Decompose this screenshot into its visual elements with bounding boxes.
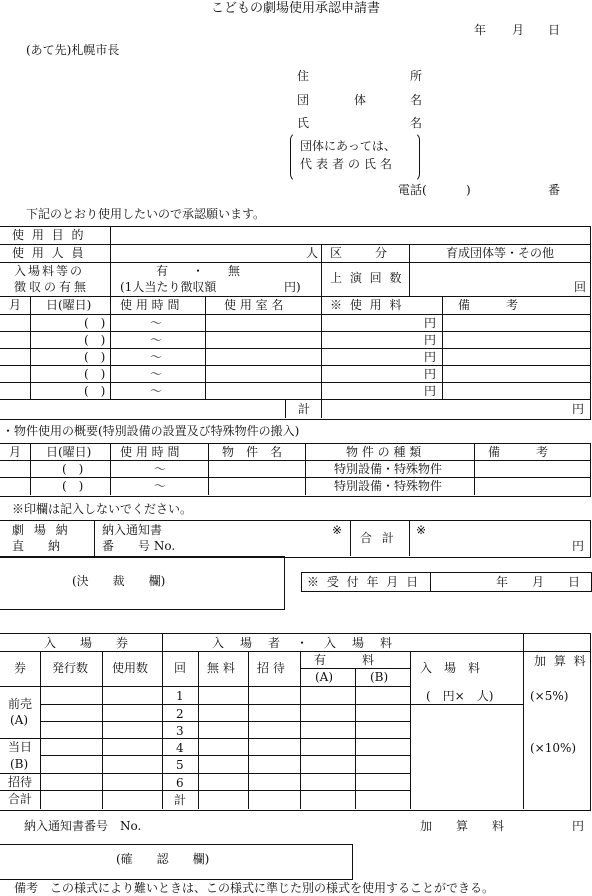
round-number: 5 (176, 758, 184, 772)
addressee: (あて先)札幌市長 (26, 43, 120, 57)
date-year: 年 (474, 23, 487, 37)
date-day: 日 (548, 23, 561, 37)
payment-yen: 円 (572, 539, 585, 553)
col-month: 月 (9, 298, 22, 312)
group-label-2: 体 (354, 93, 367, 107)
items-col-kind: 物 件 の 種 類 (346, 445, 422, 459)
tickets-header: 入 場 券 (44, 636, 129, 650)
usage-total-yen: 円 (572, 402, 585, 416)
address-label-2: 所 (410, 69, 423, 83)
col-free: 無 料 (207, 661, 235, 675)
direct-pay: 直 納 (12, 539, 61, 553)
items-row-kind: 特別設備・特殊物件 (334, 479, 443, 493)
fee-yen: 円) (284, 280, 301, 294)
col-paid: 有 料 (314, 653, 375, 667)
ticket-table (0, 633, 591, 811)
fee-per-person: (1人当たり徴収額 (120, 280, 217, 294)
form-title: こどもの劇場使用承認申請書 (211, 1, 381, 16)
row-tilde: 〜 (150, 384, 163, 398)
col-ticket: 券 (14, 661, 27, 675)
category-value: 育成団体等・その他 (446, 246, 555, 260)
row-paren: ( ) (84, 384, 106, 398)
row-yen: 円 (424, 316, 437, 330)
surcharge-label: 加 算 料 (420, 819, 505, 833)
performances-unit: 回 (574, 280, 587, 294)
row-yen: 円 (424, 333, 437, 347)
items-row-paren: ( ) (62, 462, 84, 476)
representative-note-1: 団体にあっては、 (300, 139, 396, 153)
row-invite: 招待 (8, 775, 33, 789)
rate-10-percent: (×10%) (530, 741, 577, 755)
receipt-date: 年 月 日 (496, 575, 581, 589)
purpose-label: 使 用 目 的 (12, 228, 86, 242)
items-col-time: 使 用 時 間 (120, 445, 180, 459)
row-tilde: 〜 (150, 316, 163, 330)
row-yen: 円 (424, 384, 437, 398)
col-admission-fee: 入 場 料 (420, 661, 481, 675)
round-number: 6 (176, 776, 184, 790)
performances-label: 上 演 回 数 (330, 271, 404, 285)
name-label-1: 氏 (297, 116, 310, 130)
fee-label-1: 入場料等の (14, 264, 85, 278)
notice-number-label: 納入通知書番号 No. (24, 819, 142, 833)
usage-total-label: 計 (298, 402, 311, 416)
row-sum: 合計 (8, 792, 33, 806)
person-unit: 人 (306, 246, 319, 260)
col-invite: 招 待 (257, 661, 285, 675)
fee-options: 有 ・ 無 (156, 264, 241, 278)
stamp-note: ※印欄は記入しないでください。 (12, 502, 193, 516)
col-time: 使 用 時 間 (120, 298, 180, 312)
receipt-label: ※ 受 付 年 月 日 (307, 575, 421, 589)
row-tilde: 〜 (150, 367, 163, 381)
col-fee: ※ 使 用 料 (330, 298, 404, 312)
surcharge-header: 加 算 料 (534, 654, 588, 668)
items-col-day: 日(曜日) (46, 445, 92, 459)
intro-text: 下記のとおり使用したいので承認願います。 (26, 207, 266, 221)
phone-close: ) (466, 183, 471, 197)
entrants-header: 入 場 者 ・ 入 場 料 (212, 636, 395, 650)
round-number: 2 (176, 707, 184, 721)
row-presale-2: (A) (10, 713, 29, 727)
fee-mark: ※ (332, 523, 343, 537)
items-row-tilde: 〜 (154, 462, 167, 476)
row-tilde: 〜 (150, 333, 163, 347)
theater-pay: 劇 場 納 (12, 523, 71, 537)
row-paren: ( ) (84, 350, 106, 364)
rate-5-percent: (×5%) (530, 689, 569, 703)
row-yen: 円 (424, 367, 437, 381)
row-paren: ( ) (84, 367, 106, 381)
notice-number-2: 番 号 No. (102, 539, 176, 553)
fee-formula: ( 円× 人) (426, 689, 494, 703)
row-tilde: 〜 (150, 350, 163, 364)
items-row-paren: ( ) (62, 479, 84, 493)
confirm-label: (確 認 欄) (116, 852, 210, 866)
remark: 備考 この様式により難いときは、この様式に準じた別の様式を使用することができる。 (14, 881, 495, 895)
round-number: 1 (176, 689, 184, 703)
items-row-kind: 特別設備・特殊物件 (334, 462, 443, 476)
fee-label-2: 徴収の有無 (14, 280, 90, 294)
items-col-remarks: 備 考 (488, 445, 549, 459)
row-paren: ( ) (84, 316, 106, 330)
row-paren: ( ) (84, 333, 106, 347)
group-label-3: 名 (410, 93, 423, 107)
row-presale-1: 前売 (8, 697, 33, 711)
payment-table (0, 520, 591, 558)
col-issued: 発行数 (52, 661, 89, 675)
row-sameday-1: 当日 (8, 740, 33, 754)
surcharge-yen: 円 (572, 819, 585, 833)
category-label: 区 分 (330, 246, 391, 260)
row-yen: 円 (424, 350, 437, 364)
col-paid-a: (A) (315, 670, 334, 684)
items-col-name: 物 件 名 (222, 445, 283, 459)
payment-total: 合 計 (360, 531, 397, 545)
name-label-2: 名 (410, 116, 423, 130)
address-label-1: 住 (297, 69, 310, 83)
items-col-month: 月 (9, 445, 22, 459)
col-used: 使用数 (112, 661, 149, 675)
date-month: 月 (512, 23, 525, 37)
items-row-tilde: 〜 (154, 479, 167, 493)
items-heading: ・物件使用の概要(特別設備の設置及び特殊物件の搬入) (2, 424, 300, 438)
col-paid-b: (B) (370, 670, 389, 684)
users-label: 使 用 人 員 (12, 246, 86, 260)
decision-label: (決 裁 欄) (72, 574, 166, 588)
total-mark: ※ (416, 523, 427, 537)
col-remarks: 備 考 (458, 298, 519, 312)
phone-suffix: 番 (548, 183, 561, 197)
phone-label: 電話( (398, 183, 427, 197)
round-number: 3 (176, 724, 184, 738)
group-label-1: 団 (297, 93, 310, 107)
row-sameday-2: (B) (10, 757, 29, 771)
notice-number-1: 納入通知書 (102, 523, 163, 537)
col-round: 回 (174, 661, 187, 675)
round-number: 4 (176, 741, 184, 755)
representative-note-2: 代表者の氏名 (300, 157, 397, 171)
col-room: 使 用 室 名 (224, 298, 284, 312)
round-total: 計 (174, 793, 187, 807)
col-day: 日(曜日) (46, 298, 92, 312)
